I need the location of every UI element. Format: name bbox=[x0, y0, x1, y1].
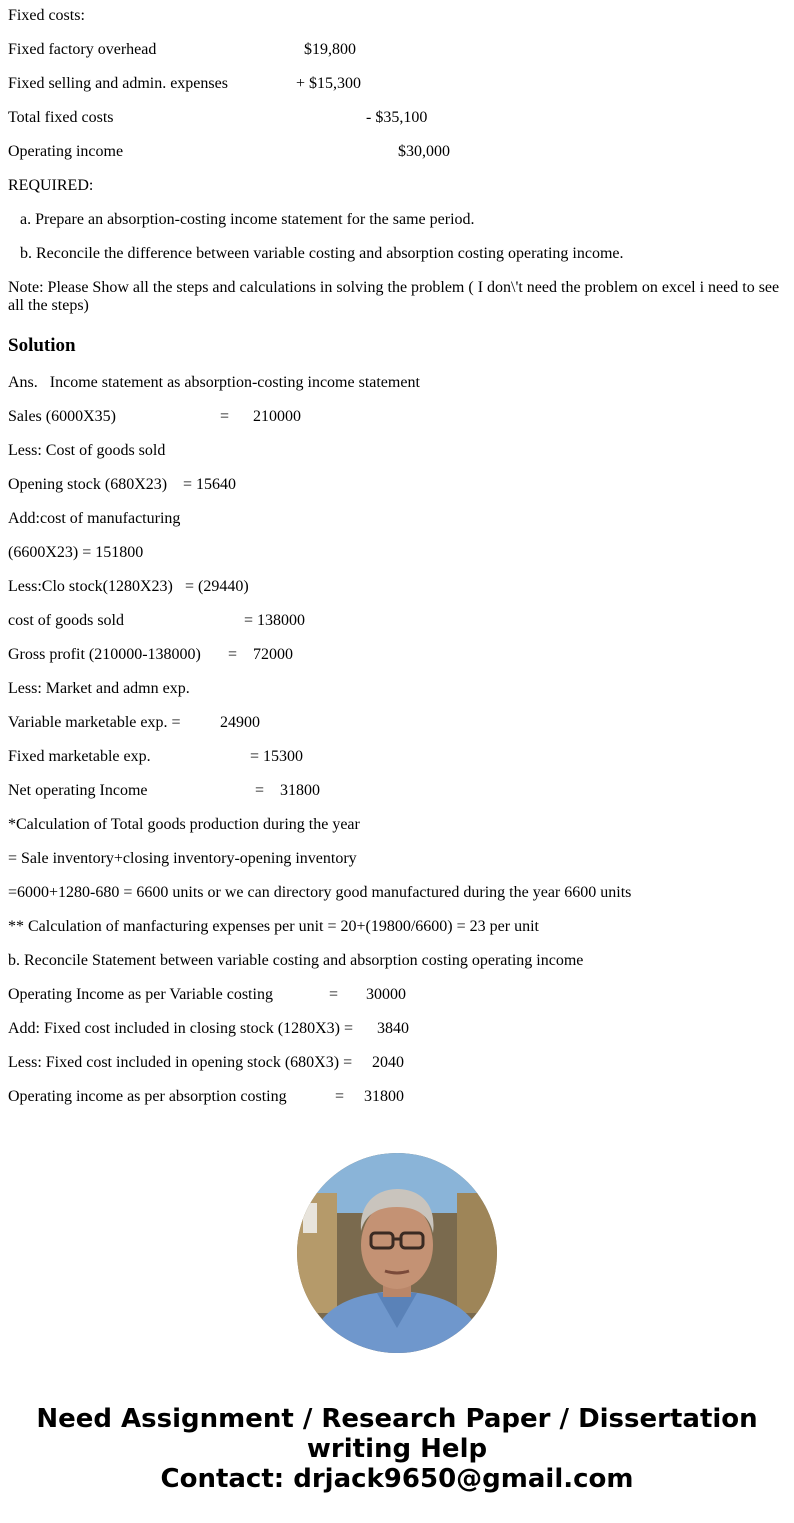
statement-row-value: 24900 bbox=[220, 714, 260, 731]
statement-row: Fixed marketable exp. bbox=[8, 748, 151, 765]
solution-intro: Ans. Income statement as absorption-costing income statement bbox=[8, 374, 420, 391]
total-fixed-costs-label: Total fixed costs bbox=[8, 109, 114, 126]
statement-row: Variable marketable exp. = bbox=[8, 714, 181, 731]
fixed-selling-admin-label: Fixed selling and admin. expenses bbox=[8, 75, 228, 92]
reconcile-row-value: = 30000 bbox=[329, 986, 407, 1003]
reconcile-heading: b. Reconcile Statement between variable costing and absorption costing operating income bbox=[8, 952, 584, 969]
statement-row: (6600X23) = 151800 bbox=[8, 544, 144, 561]
fixed-factory-overhead-value: $19,800 bbox=[304, 41, 356, 58]
promo-contact-email: Contact: drjack9650@gmail.com bbox=[160, 1464, 634, 1494]
author-photo bbox=[297, 1153, 497, 1353]
reconcile-row: Add: Fixed cost included in closing stock (1280X3) = bbox=[8, 1020, 353, 1037]
reconcile-row-value: 2040 bbox=[372, 1054, 404, 1071]
operating-income-label: Operating income bbox=[8, 143, 124, 160]
calc-heading: *Calculation of Total goods production during the year bbox=[8, 816, 360, 833]
calc-formula: = Sale inventory+closing inventory-opening inventory bbox=[8, 850, 357, 867]
statement-row-value: = 31800 bbox=[255, 782, 321, 799]
statement-row: Less:Clo stock(1280X23) bbox=[8, 578, 173, 595]
author-portrait-illustration bbox=[297, 1153, 497, 1353]
reconcile-row-value: 3840 bbox=[377, 1020, 409, 1037]
reconcile-row: Operating Income as per Variable costing bbox=[8, 986, 273, 1003]
calc-unit-cost: ** Calculation of manfacturing expenses per unit = 20+(19800/6600) = 23 per unit bbox=[8, 918, 539, 935]
required-label: REQUIRED: bbox=[8, 177, 94, 194]
total-fixed-costs-value: - $35,100 bbox=[366, 109, 428, 126]
statement-row: Less: Market and admn exp. bbox=[8, 680, 190, 697]
fixed-selling-admin-value: + $15,300 bbox=[296, 75, 362, 92]
statement-row-value: = (29440) bbox=[185, 578, 249, 595]
statement-row-value: = 15300 bbox=[250, 748, 304, 765]
statement-row-value: = 15640 bbox=[183, 476, 237, 493]
fixed-factory-overhead-label: Fixed factory overhead bbox=[8, 41, 157, 58]
fixed-costs-label: Fixed costs: bbox=[8, 7, 85, 24]
reconcile-row: Operating income as per absorption costing bbox=[8, 1088, 287, 1105]
required-item-b: b. Reconcile the difference between variable costing and absorption costing operating income. bbox=[20, 245, 624, 262]
student-note: Note: Please Show all the steps and calculations in solving the problem ( I don\'t need the problem on excel i need to see all the steps) bbox=[8, 279, 780, 314]
statement-row-value: = 72000 bbox=[228, 646, 294, 663]
statement-row: Net operating Income bbox=[8, 782, 148, 799]
statement-row: cost of goods sold bbox=[8, 612, 124, 629]
reconcile-row-value: = 31800 bbox=[335, 1088, 405, 1105]
statement-row: Add:cost of manufacturing bbox=[8, 510, 181, 527]
statement-row: Gross profit (210000-138000) bbox=[8, 646, 201, 663]
statement-row-value: = 138000 bbox=[244, 612, 306, 629]
promo-banner bbox=[0, 1404, 794, 1494]
reconcile-row: Less: Fixed cost included in opening stock (680X3) = bbox=[8, 1054, 353, 1071]
statement-row-value: = 210000 bbox=[220, 408, 302, 425]
statement-row: Opening stock (680X23) bbox=[8, 476, 168, 493]
statement-row: Sales (6000X35) bbox=[8, 408, 116, 425]
solution-heading: Solution bbox=[8, 335, 76, 356]
statement-row: Less: Cost of goods sold bbox=[8, 442, 166, 459]
promo-line-2: writing Help bbox=[306, 1434, 488, 1464]
promo-line-1: Need Assignment / Research Paper / Dissertation bbox=[36, 1404, 758, 1434]
required-item-a: a. Prepare an absorption-costing income statement for the same period. bbox=[20, 211, 475, 228]
operating-income-value: $30,000 bbox=[398, 143, 450, 160]
calc-result: =6000+1280-680 = 6600 units or we can directory good manufactured during the year 6600 units bbox=[8, 884, 632, 901]
